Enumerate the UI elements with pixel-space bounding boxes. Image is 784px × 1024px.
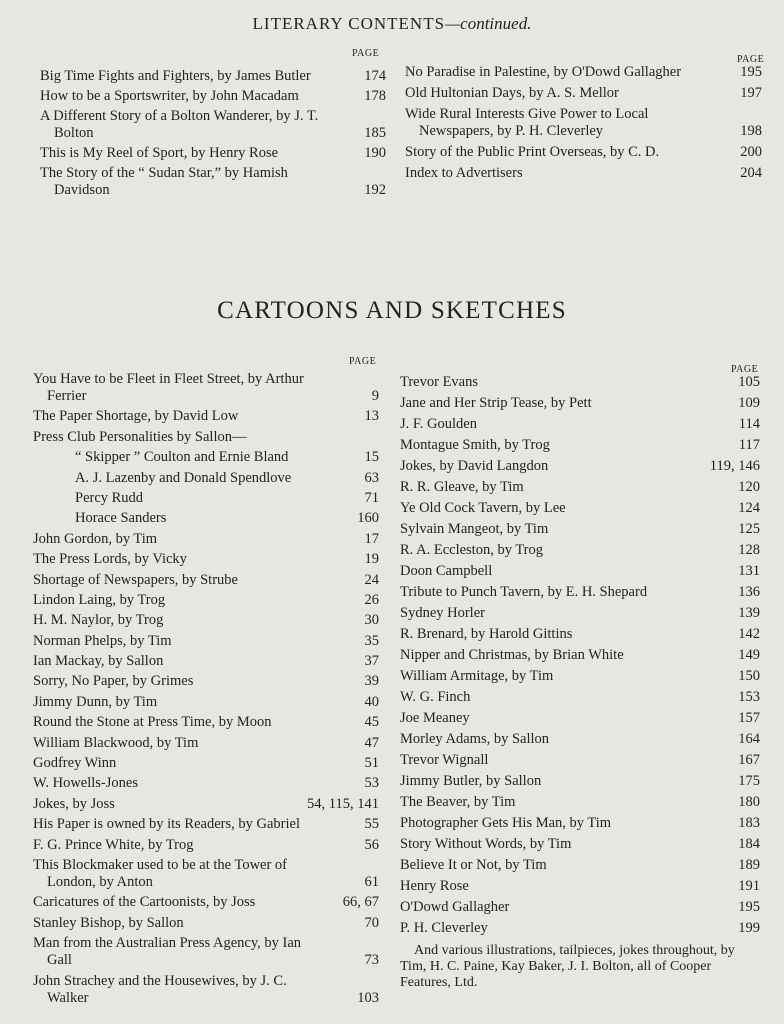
entry-page: 19	[364, 551, 379, 568]
entry-page: 30	[364, 612, 379, 629]
entry-page: 70	[364, 914, 379, 931]
entry-title: Nipper and Christmas, by Brian White	[400, 647, 624, 663]
entry-title: R. R. Gleave, by Tim	[400, 479, 524, 495]
entry-page: 180	[738, 794, 760, 810]
entry-title: The Beaver, by Tim	[400, 794, 516, 810]
entry-page: 197	[740, 85, 762, 101]
contents-entry	[33, 371, 379, 405]
entry-page: 183	[738, 815, 760, 831]
contents-entry	[400, 878, 760, 895]
contents-entry	[400, 710, 760, 727]
entry-title: William Armitage, by Tim	[400, 668, 554, 684]
entry-page: 56	[364, 836, 379, 853]
entry-page: 125	[738, 521, 760, 537]
entry-title: Percy Rudd	[75, 489, 144, 506]
entry-title: Index to Advertisers	[405, 165, 523, 181]
contents-entry	[33, 490, 379, 507]
entry-title: This is My Reel of Sport, by Henry Rose	[40, 145, 279, 161]
entry-title: Story of the Public Print Overseas, by C. D.	[405, 144, 660, 160]
entry-page: 55	[364, 816, 379, 833]
entry-title: Godfrey Winn	[33, 755, 117, 772]
page-column-label: PAGE	[349, 356, 377, 367]
contents-entry	[400, 920, 760, 937]
entry-title: The Story of the “ Sudan Star,” by Hamish Davidson	[40, 165, 288, 198]
contents-entry	[400, 899, 760, 916]
contents-entry	[33, 653, 379, 670]
contents-entry	[400, 500, 760, 517]
cartoons-heading: CARTOONS AND SKETCHES	[217, 297, 567, 324]
entry-page: 136	[738, 584, 760, 600]
entry-page: 142	[738, 626, 760, 642]
entry-title: Jimmy Butler, by Sallon	[400, 773, 542, 789]
contents-entry	[405, 64, 762, 81]
contents-entry	[33, 775, 379, 792]
entry-page: 114	[738, 416, 760, 432]
entry-title: Shortage of Newspapers, by Strube	[33, 571, 238, 588]
entry-title: Caricatures of the Cartoonists, by Joss	[33, 894, 256, 911]
page-column-label: PAGE	[731, 364, 759, 375]
entry-page: 139	[738, 605, 760, 621]
entry-page: 184	[738, 836, 760, 852]
entry-page: 61	[364, 873, 379, 890]
entry-page: 103	[357, 989, 379, 1006]
contents-entry	[40, 68, 386, 85]
contents-entry	[33, 694, 379, 711]
contents-entry	[400, 731, 760, 748]
entry-page: 66, 67	[342, 894, 379, 911]
entry-title: Norman Phelps, by Tim	[33, 632, 172, 649]
contents-entry	[400, 668, 760, 685]
contents-entry	[33, 935, 379, 969]
entry-page: 190	[364, 145, 386, 161]
entry-page: 15	[364, 449, 379, 466]
entry-title: F. G. Prince White, by Trog	[33, 836, 194, 853]
entry-page: 45	[364, 714, 379, 731]
contents-entry	[400, 584, 760, 601]
entry-title: R. Brenard, by Harold Gittins	[400, 626, 573, 642]
contents-entry	[40, 165, 386, 199]
contents-entry	[33, 673, 379, 690]
entry-title: Doon Campbell	[400, 563, 493, 579]
entry-title: Horace Sanders	[75, 510, 167, 527]
entry-title: Joe Meaney	[400, 710, 470, 726]
entry-title: John Strachey and the Housewives, by J. C. Walker	[33, 972, 287, 1006]
entry-title: How to be a Sportswriter, by John Macadam	[40, 88, 299, 104]
entry-title: Man from the Australian Press Agency, by Ian Gall	[33, 935, 302, 969]
entry-page: 198	[740, 123, 762, 139]
contents-entry	[33, 612, 379, 629]
entry-title: The Paper Shortage, by David Low	[33, 408, 239, 425]
contents-entry	[33, 755, 379, 772]
contents-entry	[400, 395, 760, 412]
entry-page: 9	[371, 388, 379, 404]
cartoons-right-column	[400, 374, 760, 991]
contents-entry	[400, 437, 760, 454]
entry-page: 105	[738, 374, 760, 390]
entry-title: Montague Smith, by Trog	[400, 437, 550, 453]
entry-page: 204	[740, 165, 762, 181]
entry-page: 109	[738, 395, 760, 411]
entry-page: 149	[738, 647, 760, 663]
entry-page: 54, 115, 141	[307, 795, 379, 812]
entry-title: His Paper is owned by its Readers, by Gabriel	[33, 816, 300, 833]
contents-entry	[33, 915, 379, 932]
entry-page: 160	[357, 510, 379, 527]
entry-page: 174	[364, 68, 386, 84]
literary-title: LITERARY CONTENTS	[252, 14, 446, 33]
contents-entry	[400, 815, 760, 832]
entry-page: 167	[738, 752, 760, 768]
contents-entry	[400, 458, 760, 475]
entry-title: Big Time Fights and Fighters, by James Butler	[40, 68, 311, 84]
entry-title: The Press Lords, by Vicky	[33, 551, 187, 568]
entry-page: 185	[364, 125, 386, 141]
entry-title: J. F. Goulden	[400, 416, 477, 432]
entry-title: Story Without Words, by Tim	[400, 836, 572, 852]
entry-page: 200	[740, 144, 762, 160]
contents-entry	[40, 108, 386, 142]
entry-title: Jane and Her Strip Tease, by Pett	[400, 395, 592, 411]
entry-title: W. Howells-Jones	[33, 775, 138, 792]
contents-entry	[33, 531, 379, 548]
contents-entry	[33, 816, 379, 833]
contents-entry	[33, 973, 379, 1007]
entry-page: 35	[364, 632, 379, 649]
entry-page: 191	[738, 878, 760, 894]
entry-page: 53	[364, 775, 379, 792]
contents-entry	[405, 144, 762, 161]
entry-page: 157	[738, 710, 760, 726]
contents-entry	[33, 714, 379, 731]
entry-page: 40	[364, 693, 379, 710]
cartoons-left-column	[33, 371, 379, 1010]
contents-entry	[33, 592, 379, 609]
entry-title: Stanley Bishop, by Sallon	[33, 914, 184, 931]
entry-page: 124	[738, 500, 760, 516]
entry-page: 175	[738, 773, 760, 789]
contents-entry	[33, 510, 379, 527]
contents-entry	[400, 479, 760, 496]
entry-page: 73	[364, 952, 379, 969]
entry-title: A Different Story of a Bolton Wanderer, by J. T. Bolton	[40, 108, 319, 141]
contents-entry	[400, 647, 760, 664]
entry-page: 195	[738, 899, 760, 915]
entry-title: This Blockmaker used to be at the Tower of London, by Anton	[33, 856, 288, 890]
entry-title: Tribute to Punch Tavern, by E. H. Shepard	[400, 584, 648, 600]
contents-entry	[33, 429, 379, 446]
entry-page: 119, 146	[709, 458, 760, 474]
entry-page: 63	[364, 469, 379, 486]
entry-page: 47	[364, 734, 379, 751]
contents-entry	[33, 837, 379, 854]
contents-entry	[405, 165, 762, 182]
contents-entry	[33, 633, 379, 650]
contents-entry	[400, 794, 760, 811]
contents-entry	[400, 563, 760, 580]
page-column-label: PAGE	[352, 48, 380, 59]
entry-title: Trevor Evans	[400, 374, 479, 390]
page-column-label: PAGE	[737, 54, 765, 65]
entry-page: 178	[364, 88, 386, 104]
contents-entry	[400, 416, 760, 433]
entry-page: 195	[740, 64, 762, 80]
contents-entry	[40, 88, 386, 105]
contents-entry	[400, 542, 760, 559]
contents-entry	[33, 796, 379, 813]
entry-page: 120	[738, 479, 760, 495]
contents-entry	[33, 470, 379, 487]
contents-entry	[400, 605, 760, 622]
contents-entry	[400, 626, 760, 643]
contents-entry	[33, 449, 379, 466]
contents-entry	[33, 551, 379, 568]
contents-entry	[400, 836, 760, 853]
entry-title: Round the Stone at Press Time, by Moon	[33, 714, 272, 731]
entry-page: 24	[364, 571, 379, 588]
entry-title: Henry Rose	[400, 878, 469, 894]
entry-page: 37	[364, 653, 379, 670]
entry-title: Sorry, No Paper, by Grimes	[33, 673, 194, 690]
entry-title: “ Skipper ” Coulton and Ernie Bland	[75, 449, 289, 466]
entry-title: Jokes, by David Langdon	[400, 458, 549, 474]
entry-page: 17	[364, 530, 379, 547]
literary-left-column	[40, 68, 386, 202]
literary-title-continued: —continued.	[445, 14, 532, 33]
entry-title: R. A. Eccleston, by Trog	[400, 542, 543, 558]
literary-contents-heading	[0, 14, 784, 34]
entry-page: 192	[364, 182, 386, 198]
entry-title: No Paradise in Palestine, by O'Dowd Gallagher	[405, 64, 682, 80]
entry-title: You Have to be Fleet in Fleet Street, by Arthur Ferrier	[33, 371, 304, 404]
contents-entry	[33, 857, 379, 891]
entry-title: W. G. Finch	[400, 689, 471, 705]
entry-page: 150	[738, 668, 760, 684]
cartoons-footnote: And various illustrations, tailpieces, jokes throughout, by Tim, H. C. Paine, Kay Baker, J. I. Bolton, all of Cooper Features, Ltd.	[400, 943, 735, 990]
entry-title: Believe It or Not, by Tim	[400, 857, 547, 873]
entry-title: Ye Old Cock Tavern, by Lee	[400, 500, 566, 516]
entry-page: 164	[738, 731, 760, 747]
entry-page: 199	[738, 920, 760, 936]
entry-title: Morley Adams, by Sallon	[400, 731, 550, 747]
entry-title: John Gordon, by Tim	[33, 530, 158, 547]
entry-title: Photographer Gets His Man, by Tim	[400, 815, 612, 831]
entry-title: Trevor Wignall	[400, 752, 489, 768]
entry-page: 26	[364, 591, 379, 608]
entry-page: 39	[364, 673, 379, 690]
entry-page: 128	[738, 542, 760, 558]
entry-page: 117	[738, 437, 760, 453]
entry-title: Lindon Laing, by Trog	[33, 591, 166, 608]
entry-page: 71	[364, 489, 379, 506]
contents-entry	[405, 85, 762, 102]
entry-title: Wide Rural Interests Give Power to Local Newspapers, by P. H. Cleverley	[405, 106, 649, 139]
entry-page: 13	[364, 408, 379, 425]
entry-title: Jimmy Dunn, by Tim	[33, 693, 158, 710]
contents-entry	[400, 773, 760, 790]
contents-entry	[400, 752, 760, 769]
contents-entry	[400, 689, 760, 706]
entry-title: P. H. Cleverley	[400, 920, 488, 936]
entry-page: 51	[364, 755, 379, 772]
contents-entry	[33, 408, 379, 425]
entry-title: H. M. Naylor, by Trog	[33, 612, 164, 629]
entry-title: Sylvain Mangeot, by Tim	[400, 521, 549, 537]
entry-title: Old Hultonian Days, by A. S. Mellor	[405, 85, 619, 101]
entry-page: 189	[738, 857, 760, 873]
entry-title: William Blackwood, by Tim	[33, 734, 199, 751]
entry-title: A. J. Lazenby and Donald Spendlove	[75, 469, 292, 486]
entry-title: O'Dowd Gallagher	[400, 899, 510, 915]
literary-right-column	[405, 64, 762, 186]
entry-page: 131	[738, 563, 760, 579]
contents-entry	[40, 145, 386, 162]
entry-title: Press Club Personalities by Sallon—	[33, 428, 247, 445]
entry-title: Sydney Horler	[400, 605, 485, 621]
contents-entry	[33, 735, 379, 752]
contents-entry	[400, 521, 760, 538]
entry-title: Ian Mackay, by Sallon	[33, 653, 164, 670]
contents-entry	[405, 106, 762, 140]
contents-entry	[400, 374, 760, 391]
contents-entry	[33, 572, 379, 589]
contents-entry	[33, 894, 379, 911]
contents-entry	[400, 857, 760, 874]
entry-page: 153	[738, 689, 760, 705]
entry-title: Jokes, by Joss	[33, 795, 115, 812]
